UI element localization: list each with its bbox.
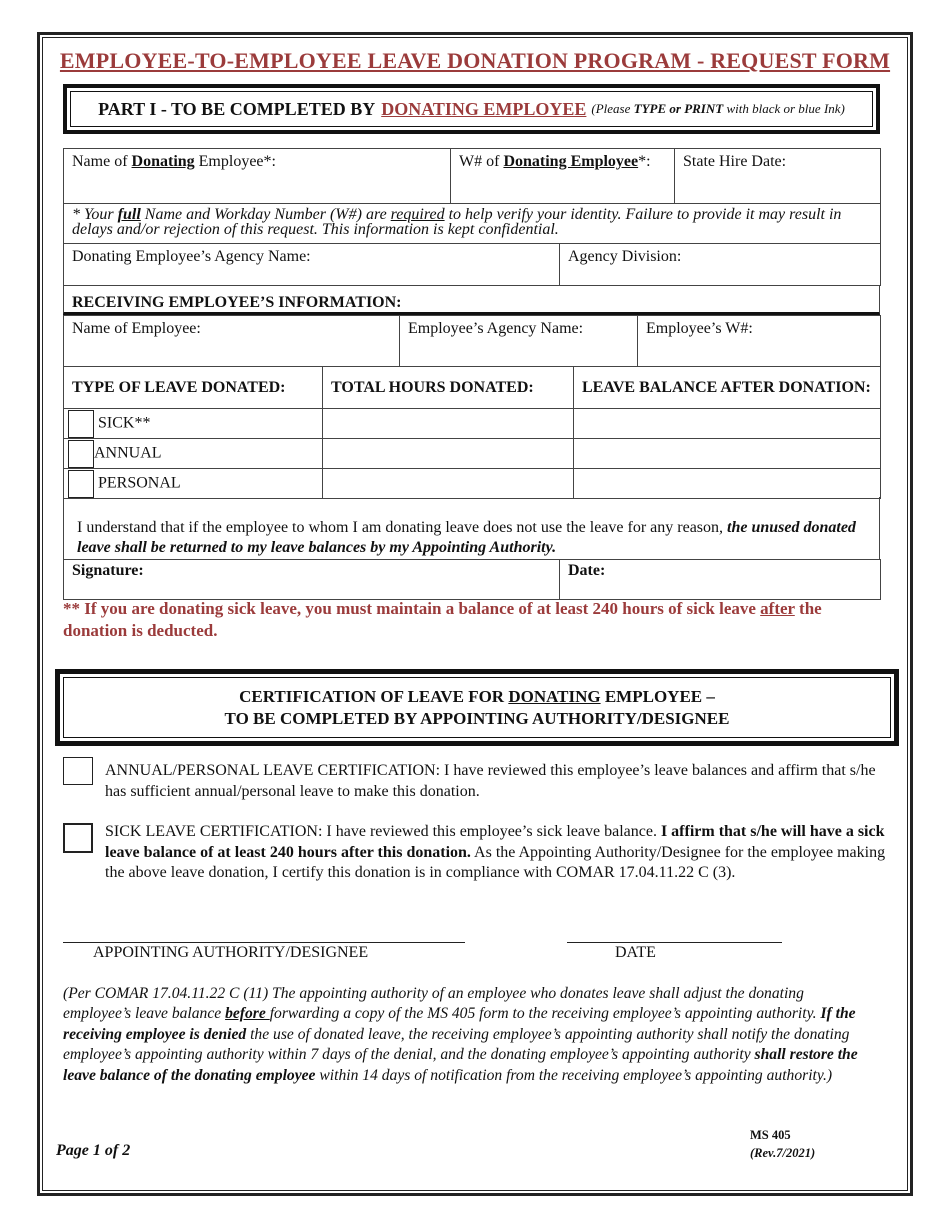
comar-bold2: shall restore the leave balance of the donating employee: [63, 1046, 858, 1084]
annual-label: ANNUAL: [94, 444, 162, 462]
signature-table: [63, 559, 881, 600]
understanding-box: [63, 497, 880, 559]
cert-header-line1: [239, 686, 715, 708]
sick-balance-field[interactable]: [574, 409, 881, 439]
part1-donating-label: DONATING EMPLOYEE: [381, 98, 587, 119]
comar-before: before: [225, 1005, 270, 1023]
note-part-1: * Your: [72, 206, 118, 223]
personal-balance-field[interactable]: [574, 469, 881, 499]
form-revision: (Rev.7/2021): [750, 1146, 816, 1160]
receiving-name-label: Name of Employee:: [72, 320, 201, 337]
form-number: MS 405: [750, 1128, 791, 1142]
donor-agency-table: [63, 243, 881, 286]
page-number: Page 1 of 2: [56, 1142, 131, 1159]
agency-division-field[interactable]: [560, 244, 881, 286]
sick-cert-pre: SICK LEAVE CERTIFICATION: I have reviewed this employee’s sick leave balance.: [105, 823, 661, 840]
cert-header-line2: TO BE COMPLETED BY APPOINTING AUTHORITY/DESIGNEE: [224, 708, 730, 728]
sick-certification-checkbox[interactable]: [63, 823, 93, 853]
donor-agency-field[interactable]: [64, 244, 560, 286]
part1-note-prefix: (Please: [591, 101, 634, 116]
form-title: EMPLOYEE-TO-EMPLOYEE LEAVE DONATION PROGRAM - REQUEST FORM: [59, 48, 891, 73]
donor-info-table: [63, 148, 881, 244]
cert-line1-post: EMPLOYEE –: [600, 686, 715, 706]
receiving-w-number-field[interactable]: [638, 316, 881, 367]
donor-agency-label: Donating Employee’s Agency Name:: [72, 248, 311, 265]
part1-note-bold: TYPE or PRINT: [633, 101, 724, 116]
personal-checkbox[interactable]: [68, 470, 94, 498]
understanding-text: I understand that if the employee to whom I am donating leave does not use the leave for any reason: [77, 519, 720, 536]
col-type-header: [64, 367, 323, 409]
cert-line1-pre: CERTIFICATION OF LEAVE FOR: [239, 686, 509, 706]
comar-p4: within 14 days of notification from the receiving employee’s appointing authority.): [315, 1066, 833, 1084]
personal-hours-field[interactable]: [323, 469, 574, 499]
col-hours-header: [323, 367, 574, 409]
leave-type-personal: [64, 469, 323, 499]
authority-date-line[interactable]: [567, 942, 782, 943]
understanding-bold: the unused donated leave shall be returned to my leave balances by my Appointing Authority.: [77, 519, 856, 556]
comar-p3: the use of donated leave, the receiving employee’s appointing authority shall notify the donating employee’s appointing authority within 7 days of the denial, and the donating employee’s appointing authority: [63, 1025, 850, 1064]
donor-name-label-pre: Name of: [72, 153, 132, 170]
donor-w-number-field[interactable]: [451, 149, 675, 204]
annual-certification-checkbox[interactable]: [63, 757, 93, 785]
annual-checkbox[interactable]: [68, 440, 94, 468]
sick-hours-field[interactable]: [323, 409, 574, 439]
authority-date-label: DATE: [615, 944, 656, 961]
donor-w-label-bold: Donating Employee: [503, 153, 639, 170]
leave-table: [63, 366, 881, 499]
leave-type-sick: [64, 409, 323, 439]
confidential-note: [64, 204, 881, 244]
leave-row-annual: [64, 439, 881, 469]
warning-post: the donation is deducted.: [63, 599, 822, 640]
understanding-statement: [77, 518, 867, 558]
signature-date-label: Date:: [568, 562, 606, 579]
part1-header-box: [63, 84, 880, 134]
personal-label: PERSONAL: [98, 474, 181, 492]
part1-label: PART I - TO BE COMPLETED BY: [98, 98, 376, 119]
comar-paragraph: [63, 984, 873, 1086]
cert-line1-donating: DONATING: [508, 686, 601, 706]
comar-p2: forwarding a copy of the MS 405 form to the receiving employee’s appointing authority.: [269, 1005, 821, 1023]
warning-after: after: [760, 599, 795, 618]
authority-label: APPOINTING AUTHORITY/DESIGNEE: [93, 944, 369, 961]
sick-cert-bold: I affirm that s/he will have a sick leave balance of at least 240 hours after this donation.: [105, 823, 885, 861]
agency-division-label: Agency Division:: [568, 248, 682, 265]
col-balance-header: [574, 367, 881, 409]
receiving-info-table: [63, 315, 881, 367]
sick-certification-text: [105, 822, 890, 884]
receiving-agency-label: Employee’s Agency Name:: [408, 320, 584, 337]
col-type-label: TYPE OF LEAVE DONATED:: [72, 378, 286, 396]
state-hire-date-field[interactable]: [675, 149, 881, 204]
form-number-block: [750, 1126, 815, 1162]
receiving-header-box: [63, 285, 880, 315]
signature-label: Signature:: [72, 562, 144, 579]
annual-hours-field[interactable]: [323, 439, 574, 469]
leave-row-sick: [64, 409, 881, 439]
note-part-3: to help verify your identity. Failure to provide it may result in delays and/or rejection of this request. This information is kept confidential.: [72, 206, 842, 238]
comar-bold1: If the receiving employee is denied: [63, 1005, 856, 1043]
annual-certification-text: ANNUAL/PERSONAL LEAVE CERTIFICATION: I have reviewed this employee’s leave balances and affirm that s/he has sufficient annual/personal leave to make this donation.: [105, 762, 876, 800]
annual-balance-field[interactable]: [574, 439, 881, 469]
donor-w-label-pre: W# of: [459, 153, 504, 170]
part1-instructions: [591, 101, 844, 117]
sick-label: SICK**: [98, 414, 151, 432]
note-part-2: Name and Workday Number (W#) are: [140, 206, 391, 223]
note-full: full: [117, 206, 141, 223]
warning-pre: ** If you are donating sick leave, you must maintain a balance of at least 240 hours of sick leave: [63, 599, 761, 618]
sick-cert-post: As the Appointing Authority/Designee for the employee making the above leave donation, I certify this donation is in compliance with COMAR 17.04.11.22 C (3).: [105, 843, 886, 881]
sick-checkbox[interactable]: [68, 410, 94, 438]
state-hire-date-label: State Hire Date:: [683, 153, 787, 170]
col-hours-label: TOTAL HOURS DONATED:: [331, 378, 534, 396]
leave-type-annual: [64, 439, 323, 469]
donor-name-field[interactable]: [64, 149, 451, 204]
certification-header-box: [55, 669, 899, 746]
leave-row-personal: [64, 469, 881, 499]
receiving-header: RECEIVING EMPLOYEE’S INFORMATION:: [72, 294, 402, 311]
receiving-w-label: Employee’s W#:: [646, 320, 753, 337]
sick-leave-warning: [63, 598, 883, 642]
part1-note-suffix: with black or blue Ink): [723, 101, 845, 116]
donor-name-label-bold: Donating: [131, 153, 195, 170]
col-balance-label: LEAVE BALANCE AFTER DONATION:: [582, 379, 871, 396]
donor-name-label-post: Employee*:: [194, 153, 276, 170]
signature-field[interactable]: [64, 560, 560, 600]
understanding-comma: ,: [719, 519, 724, 536]
signature-date-field[interactable]: [560, 560, 881, 600]
donor-w-label-post: *:: [638, 153, 651, 170]
authority-signature-line[interactable]: [63, 942, 465, 943]
comar-p1: (Per COMAR 17.04.11.22 C (11) The appointing authority of an employee who donates leave shall adjust the donating employee’s leave balance: [63, 985, 804, 1023]
receiving-agency-field[interactable]: [400, 316, 638, 367]
receiving-name-field[interactable]: [64, 316, 400, 367]
note-required: required: [390, 206, 445, 223]
